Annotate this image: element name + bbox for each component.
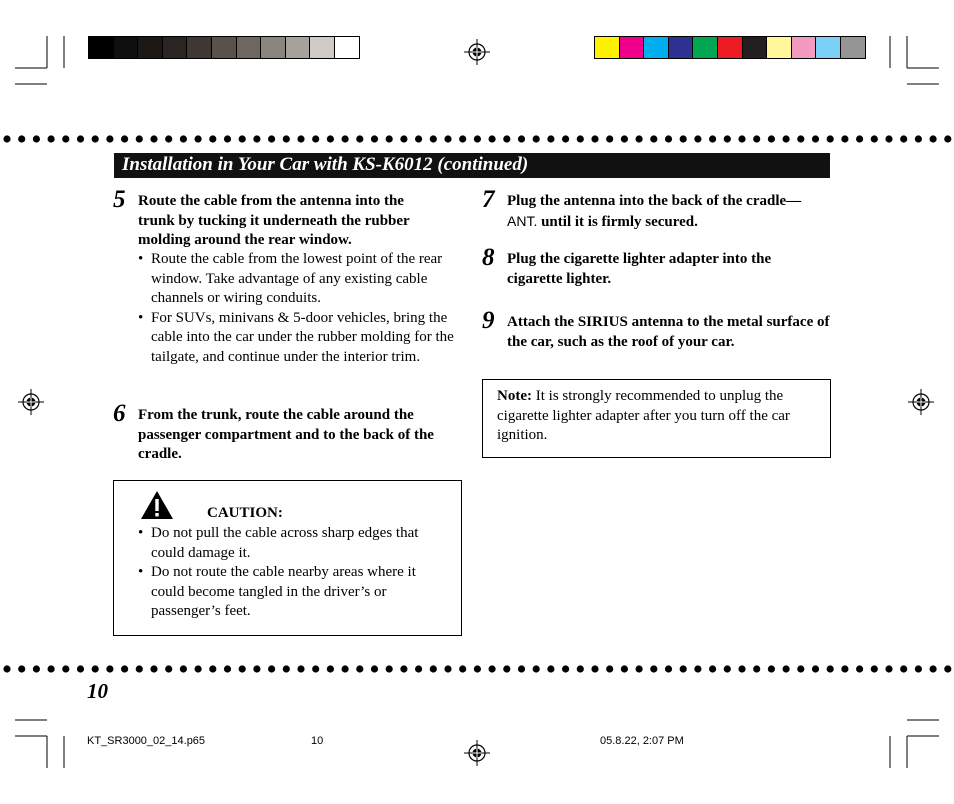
divider-dot xyxy=(400,135,407,142)
divider-dot xyxy=(312,665,319,672)
divider-dot xyxy=(106,665,113,672)
divider-dot xyxy=(239,665,246,672)
divider-dot xyxy=(547,665,554,672)
divider-dot xyxy=(533,135,540,142)
color-swatch xyxy=(840,36,866,59)
divider-dot xyxy=(121,665,128,672)
color-swatch xyxy=(186,36,212,59)
color-swatch xyxy=(619,36,645,59)
note-box xyxy=(482,379,831,458)
divider-dot xyxy=(33,665,40,672)
registration-mark-icon xyxy=(464,39,490,65)
divider-dot xyxy=(327,665,334,672)
step-heading xyxy=(507,192,832,232)
divider-dot xyxy=(621,665,628,672)
divider-dot xyxy=(150,135,157,142)
ant-label: ANT. xyxy=(507,212,538,229)
color-swatch xyxy=(260,36,286,59)
divider-dot xyxy=(562,135,569,142)
note-body: It is strongly recommended to unplug the cigarette lighter adapter after you turn off the car ignition. xyxy=(497,388,790,443)
divider-dot xyxy=(209,135,216,142)
divider-dot xyxy=(150,665,157,672)
divider-dot xyxy=(386,135,393,142)
divider-dot xyxy=(312,135,319,142)
divider-dot xyxy=(915,135,922,142)
note-label: Note: xyxy=(497,388,532,404)
step-number: 8 xyxy=(482,244,495,271)
step-heading: Attach the SIRIUS antenna to the metal surface of the car, such as the roof of your car. xyxy=(507,314,830,350)
divider-dot xyxy=(915,665,922,672)
section-title: Installation in Your Car with KS-K6012 (continued) xyxy=(122,154,529,175)
page-number: 10 xyxy=(87,679,108,703)
divider-dot xyxy=(77,665,84,672)
divider-dot xyxy=(680,665,687,672)
color-swatch xyxy=(742,36,768,59)
step-number: 5 xyxy=(113,186,126,213)
divider-dot xyxy=(871,135,878,142)
divider-dot xyxy=(386,665,393,672)
color-swatch xyxy=(162,36,188,59)
step-heading-part: until it is firmly secured. xyxy=(537,213,698,230)
divider-dot xyxy=(768,665,775,672)
divider-dot xyxy=(856,135,863,142)
divider-dot xyxy=(944,665,951,672)
divider-dot xyxy=(474,135,481,142)
divider-dot xyxy=(636,665,643,672)
list-item: • Route the cable from the lowest point of the rear window. Take advantage of any existing cable channels or wiring conduits. xyxy=(138,250,463,309)
divider-dot xyxy=(195,665,202,672)
divider-dot xyxy=(650,665,657,672)
divider-dot xyxy=(342,135,349,142)
divider-dot xyxy=(797,135,804,142)
divider-dot xyxy=(297,665,304,672)
caution-bullets xyxy=(138,524,448,622)
divider-dot xyxy=(827,135,834,142)
section-header xyxy=(114,153,830,178)
warning-triangle-icon xyxy=(140,490,174,520)
divider-dot xyxy=(209,665,216,672)
registration-mark-icon xyxy=(18,389,44,415)
divider-dot xyxy=(577,665,584,672)
divider-dot xyxy=(841,665,848,672)
divider-dot xyxy=(694,135,701,142)
list-item: • For SUVs, minivans & 5-door vehicles, bring the cable into the car under the rubber molding for the tailgate, and continue under the interior trim. xyxy=(138,309,463,368)
divider-dot xyxy=(195,135,202,142)
divider-dot xyxy=(371,665,378,672)
divider-dot xyxy=(489,665,496,672)
divider-dot xyxy=(577,135,584,142)
divider-dot xyxy=(459,665,466,672)
divider-dot xyxy=(444,665,451,672)
divider-dot xyxy=(636,135,643,142)
color-swatch xyxy=(211,36,237,59)
divider-dot xyxy=(783,665,790,672)
divider-dot xyxy=(62,665,69,672)
divider-dot xyxy=(430,135,437,142)
divider-dot xyxy=(533,665,540,672)
divider-dot xyxy=(606,665,613,672)
caution-box xyxy=(113,480,462,636)
color-swatch xyxy=(309,36,335,59)
divider-dot xyxy=(283,135,290,142)
divider-dot xyxy=(283,665,290,672)
divider-dot xyxy=(827,665,834,672)
divider-dot xyxy=(591,135,598,142)
divider-dot xyxy=(871,665,878,672)
divider-dot xyxy=(165,665,172,672)
divider-dot xyxy=(356,665,363,672)
divider-dot xyxy=(591,665,598,672)
divider-dot xyxy=(18,135,25,142)
color-swatch xyxy=(643,36,669,59)
divider-dot xyxy=(503,665,510,672)
color-swatch xyxy=(594,36,620,59)
divider-dot xyxy=(753,135,760,142)
list-item: • Do not pull the cable across sharp edges that could damage it. xyxy=(138,524,448,563)
color-swatch xyxy=(815,36,841,59)
color-swatch xyxy=(137,36,163,59)
divider-dot xyxy=(680,135,687,142)
divider-dot xyxy=(503,135,510,142)
divider-dot xyxy=(650,135,657,142)
divider-dot xyxy=(430,665,437,672)
divider-dot xyxy=(562,665,569,672)
divider-dot xyxy=(180,135,187,142)
divider-dot xyxy=(415,135,422,142)
color-swatch xyxy=(717,36,743,59)
divider-dot xyxy=(342,665,349,672)
divider-dot xyxy=(33,135,40,142)
divider-dot xyxy=(738,135,745,142)
divider-dot xyxy=(459,135,466,142)
step-number: 6 xyxy=(113,400,126,427)
divider-dot xyxy=(547,135,554,142)
divider-dot xyxy=(180,665,187,672)
step-heading: Plug the cigarette lighter adapter into the cigarette lighter. xyxy=(507,251,772,287)
color-swatch xyxy=(334,36,360,59)
divider-dot xyxy=(885,665,892,672)
step-number: 9 xyxy=(482,307,495,334)
caution-label: CAUTION: xyxy=(207,505,283,521)
divider-dot xyxy=(18,665,25,672)
divider-dot xyxy=(768,135,775,142)
divider-dot xyxy=(136,665,143,672)
divider-dot xyxy=(489,135,496,142)
divider-dot xyxy=(930,135,937,142)
bottom-dotted-divider xyxy=(0,664,954,674)
divider-dot xyxy=(77,135,84,142)
note-text xyxy=(497,387,817,446)
divider-dot xyxy=(253,665,260,672)
divider-dot xyxy=(518,135,525,142)
registration-mark-icon xyxy=(908,389,934,415)
color-swatch xyxy=(285,36,311,59)
divider-dot xyxy=(606,135,613,142)
divider-dot xyxy=(3,665,10,672)
divider-dot xyxy=(709,665,716,672)
divider-dot xyxy=(665,135,672,142)
divider-dot xyxy=(944,135,951,142)
divider-dot xyxy=(885,135,892,142)
color-swatch xyxy=(791,36,817,59)
divider-dot xyxy=(797,665,804,672)
divider-dot xyxy=(62,135,69,142)
color-swatch xyxy=(113,36,139,59)
divider-dot xyxy=(841,135,848,142)
divider-dot xyxy=(92,665,99,672)
divider-dot xyxy=(738,665,745,672)
divider-dot xyxy=(327,135,334,142)
step-heading: From the trunk, route the cable around the passenger compartment and to the back of the cradle. xyxy=(138,407,434,462)
step-heading-part: Plug the antenna into the back of the cradle— xyxy=(507,193,802,209)
divider-dot xyxy=(92,135,99,142)
top-dotted-divider xyxy=(0,134,954,144)
list-item: • Do not route the cable nearby areas where it could become tangled in the driver’s or passenger’s feet. xyxy=(138,563,448,622)
divider-dot xyxy=(356,135,363,142)
divider-dot xyxy=(268,665,275,672)
divider-dot xyxy=(812,665,819,672)
divider-dot xyxy=(518,665,525,672)
registration-mark-icon xyxy=(464,740,490,766)
divider-dot xyxy=(371,135,378,142)
divider-dot xyxy=(900,135,907,142)
color-swatch xyxy=(236,36,262,59)
divider-dot xyxy=(621,135,628,142)
divider-dot xyxy=(724,135,731,142)
divider-dot xyxy=(724,665,731,672)
divider-dot xyxy=(224,135,231,142)
divider-dot xyxy=(812,135,819,142)
color-swatch xyxy=(668,36,694,59)
divider-dot xyxy=(400,665,407,672)
divider-dot xyxy=(239,135,246,142)
divider-dot xyxy=(136,135,143,142)
divider-dot xyxy=(900,665,907,672)
color-swatch xyxy=(88,36,114,59)
footer-page: 10 xyxy=(311,735,324,747)
color-swatch xyxy=(766,36,792,59)
divider-dot xyxy=(224,665,231,672)
divider-dot xyxy=(3,135,10,142)
divider-dot xyxy=(444,135,451,142)
color-swatch xyxy=(692,36,718,59)
divider-dot xyxy=(783,135,790,142)
divider-dot xyxy=(665,665,672,672)
divider-dot xyxy=(165,135,172,142)
divider-dot xyxy=(106,135,113,142)
divider-dot xyxy=(415,665,422,672)
divider-dot xyxy=(48,665,55,672)
divider-dot xyxy=(121,135,128,142)
divider-dot xyxy=(694,665,701,672)
divider-dot xyxy=(297,135,304,142)
divider-dot xyxy=(709,135,716,142)
footer-filename: KT_SR3000_02_14.p65 xyxy=(87,735,206,747)
divider-dot xyxy=(856,665,863,672)
step-bullets xyxy=(138,250,463,367)
divider-dot xyxy=(268,135,275,142)
divider-dot xyxy=(930,665,937,672)
divider-dot xyxy=(48,135,55,142)
footer-timestamp: 05.8.22, 2:07 PM xyxy=(600,735,684,747)
divider-dot xyxy=(474,665,481,672)
step-number: 7 xyxy=(482,186,495,213)
step-heading: Route the cable from the antenna into the trunk by tucking it underneath the rubber molding around the rear window. xyxy=(138,193,410,248)
divider-dot xyxy=(753,665,760,672)
divider-dot xyxy=(253,135,260,142)
